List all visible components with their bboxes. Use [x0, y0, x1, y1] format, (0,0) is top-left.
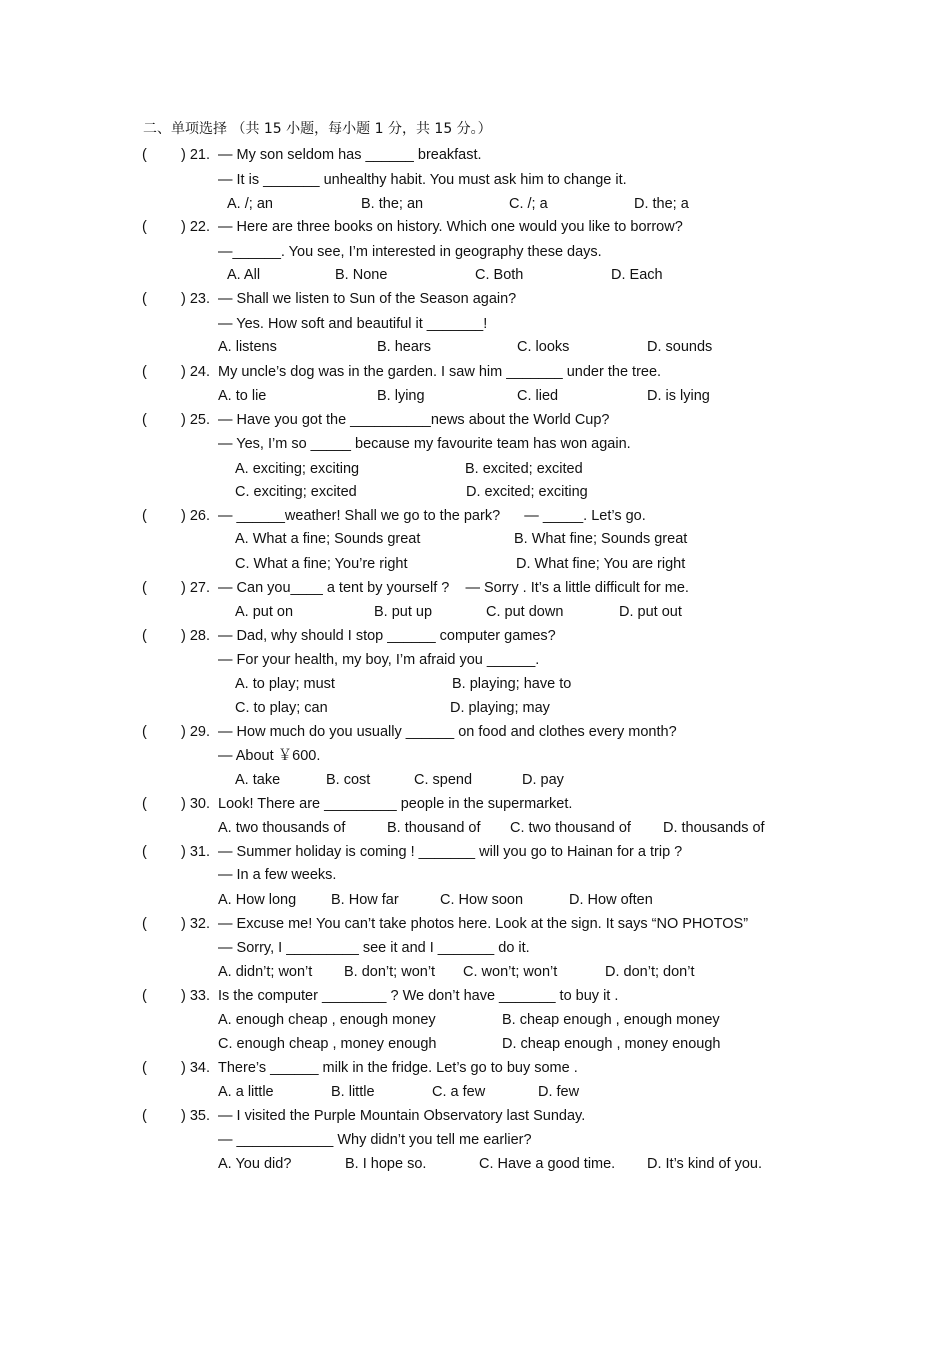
question-line: — Can you____ a tent by yourself ? — Sorry . It’s a little difficult for me. — [218, 580, 689, 596]
answer-paren: ( — [142, 844, 147, 860]
question-line: — Sorry, I _________ see it and I _______ do it. — [218, 940, 530, 956]
question-line: — ____________ Why didn’t you tell me earlier? — [218, 1132, 532, 1148]
answer-paren: ( — [142, 412, 147, 428]
option-d: D. pay — [522, 772, 564, 788]
question-number: ) 34. — [181, 1060, 211, 1076]
option-c: C. put down — [486, 604, 564, 620]
option-b: B. playing; have to — [452, 676, 572, 692]
option-b: B. lying — [377, 388, 425, 404]
option-c: C. spend — [414, 772, 473, 788]
option-d: D. put out — [619, 604, 682, 620]
answer-paren: ( — [142, 724, 147, 740]
answer-paren: ( — [142, 219, 147, 235]
option-d: D. It’s kind of you. — [647, 1156, 762, 1172]
question-number: ) 31. — [181, 844, 211, 860]
question-number: ) 25. — [181, 412, 211, 428]
option-c: C. to play; can — [235, 700, 328, 716]
question-line: — Yes. How soft and beautiful it _______! — [218, 316, 488, 332]
option-c: C. won’t; won’t — [463, 964, 558, 980]
option-d: D. sounds — [647, 339, 713, 355]
option-c: C. How soon — [440, 892, 524, 908]
answer-paren: ( — [142, 1108, 147, 1124]
option-b: B. None — [335, 267, 388, 283]
option-d: D. the; a — [634, 196, 689, 212]
question-line: — Excuse me! You can’t take photos here. Look at the sign. It says “NO PHOTOS” — [218, 916, 749, 932]
question-line: —______. You see, I’m interested in geography these days. — [218, 244, 602, 260]
question-line: — It is _______ unhealthy habit. You must ask him to change it. — [218, 172, 627, 188]
question-number: ) 29. — [181, 724, 211, 740]
option-a: A. listens — [218, 339, 277, 355]
option-a: A. You did? — [218, 1156, 292, 1172]
option-c: C. Both — [475, 267, 524, 283]
question-line: There’s ______ milk in the fridge. Let’s go to buy some . — [218, 1060, 578, 1076]
question-line: — About ￥600. — [218, 748, 321, 764]
question-line: — Have you got the __________news about the World Cup? — [218, 412, 610, 428]
option-a: A. to lie — [218, 388, 267, 404]
question-line: — How much do you usually ______ on food and clothes every month? — [218, 724, 677, 740]
question-number: ) 27. — [181, 580, 211, 596]
option-b: B. What fine; Sounds great — [514, 531, 688, 547]
question-line: — Summer holiday is coming ! _______ will you go to Hainan for a trip ? — [218, 844, 683, 860]
question-number: ) 30. — [181, 796, 211, 812]
option-d: D. playing; may — [450, 700, 550, 716]
question-line: Is the computer ________ ? We don’t have _______ to buy it . — [218, 988, 619, 1004]
answer-paren: ( — [142, 796, 147, 812]
option-a: A. didn’t; won’t — [218, 964, 313, 980]
option-d: D. cheap enough , money enough — [502, 1036, 721, 1052]
question-number: ) 28. — [181, 628, 211, 644]
option-d: D. few — [538, 1084, 580, 1100]
question-line: — Yes, I’m so _____ because my favourite team has won again. — [218, 436, 631, 452]
question-line: — ______weather! Shall we go to the park? — _____. Let’s go. — [218, 508, 646, 524]
option-d: D. don’t; don’t — [605, 964, 695, 980]
option-b: B. excited; excited — [465, 461, 583, 477]
question-line: — For your health, my boy, I’m afraid you ______. — [218, 652, 540, 668]
answer-paren: ( — [142, 628, 147, 644]
option-a: A. What a fine; Sounds great — [235, 531, 421, 547]
option-b: B. I hope so. — [345, 1156, 427, 1172]
question-line: Look! There are _________ people in the supermarket. — [218, 796, 573, 812]
question-number: ) 21. — [181, 147, 211, 163]
option-b: B. put up — [374, 604, 433, 620]
option-a: A. How long — [218, 892, 297, 908]
option-c: C. enough cheap , money enough — [218, 1036, 437, 1052]
option-b: B. don’t; won’t — [344, 964, 436, 980]
option-c: C. looks — [517, 339, 570, 355]
option-d: D. thousands of — [663, 820, 765, 836]
question-number: ) 26. — [181, 508, 211, 524]
option-a: A. All — [227, 267, 261, 283]
question-line: — Here are three books on history. Which one would you like to borrow? — [218, 219, 683, 235]
option-a: A. put on — [235, 604, 294, 620]
option-c: C. exciting; excited — [235, 484, 357, 500]
answer-paren: ( — [142, 147, 147, 163]
answer-paren: ( — [142, 580, 147, 596]
question-number: ) 22. — [181, 219, 211, 235]
option-b: B. cheap enough , enough money — [502, 1012, 720, 1028]
answer-paren: ( — [142, 291, 147, 307]
question-number: ) 35. — [181, 1108, 211, 1124]
option-d: D. Each — [611, 267, 663, 283]
question-number: ) 32. — [181, 916, 211, 932]
option-b: B. cost — [326, 772, 371, 788]
option-c: C. a few — [432, 1084, 486, 1100]
question-line: My uncle’s dog was in the garden. I saw him _______ under the tree. — [218, 364, 662, 380]
option-a: A. exciting; exciting — [235, 461, 360, 477]
question-line: — Dad, why should I stop ______ computer games? — [218, 628, 556, 644]
option-a: A. a little — [218, 1084, 274, 1100]
option-b: B. How far — [331, 892, 399, 908]
section-title: 二、单项选择 （共 15 小题，每小题 1 分，共 15 分。） — [143, 121, 492, 137]
option-a: A. two thousands of — [218, 820, 346, 836]
question-number: ) 23. — [181, 291, 211, 307]
question-line: — In a few weeks. — [218, 867, 337, 883]
option-b: B. thousand of — [387, 820, 481, 836]
option-a: A. /; an — [227, 196, 273, 212]
answer-paren: ( — [142, 1060, 147, 1076]
option-a: A. to play; must — [235, 676, 335, 692]
question-line: — My son seldom has ______ breakfast. — [218, 147, 482, 163]
option-d: D. How often — [569, 892, 653, 908]
option-a: A. take — [235, 772, 281, 788]
answer-paren: ( — [142, 916, 147, 932]
question-number: ) 33. — [181, 988, 211, 1004]
option-b: B. the; an — [361, 196, 424, 212]
option-c: C. lied — [517, 388, 559, 404]
option-a: A. enough cheap , enough money — [218, 1012, 436, 1028]
option-b: B. hears — [377, 339, 431, 355]
option-c: C. /; a — [509, 196, 548, 212]
option-b: B. little — [331, 1084, 375, 1100]
answer-paren: ( — [142, 364, 147, 380]
option-d: D. excited; exciting — [466, 484, 588, 500]
question-number: ) 24. — [181, 364, 211, 380]
answer-paren: ( — [142, 988, 147, 1004]
question-line: — Shall we listen to Sun of the Season again? — [218, 291, 517, 307]
option-d: D. is lying — [647, 388, 710, 404]
option-c: C. Have a good time. — [479, 1156, 616, 1172]
answer-paren: ( — [142, 508, 147, 524]
option-c: C. What a fine; You’re right — [235, 556, 408, 572]
question-line: — I visited the Purple Mountain Observatory last Sunday. — [218, 1108, 586, 1124]
option-c: C. two thousand of — [510, 820, 631, 836]
option-d: D. What fine; You are right — [516, 556, 686, 572]
